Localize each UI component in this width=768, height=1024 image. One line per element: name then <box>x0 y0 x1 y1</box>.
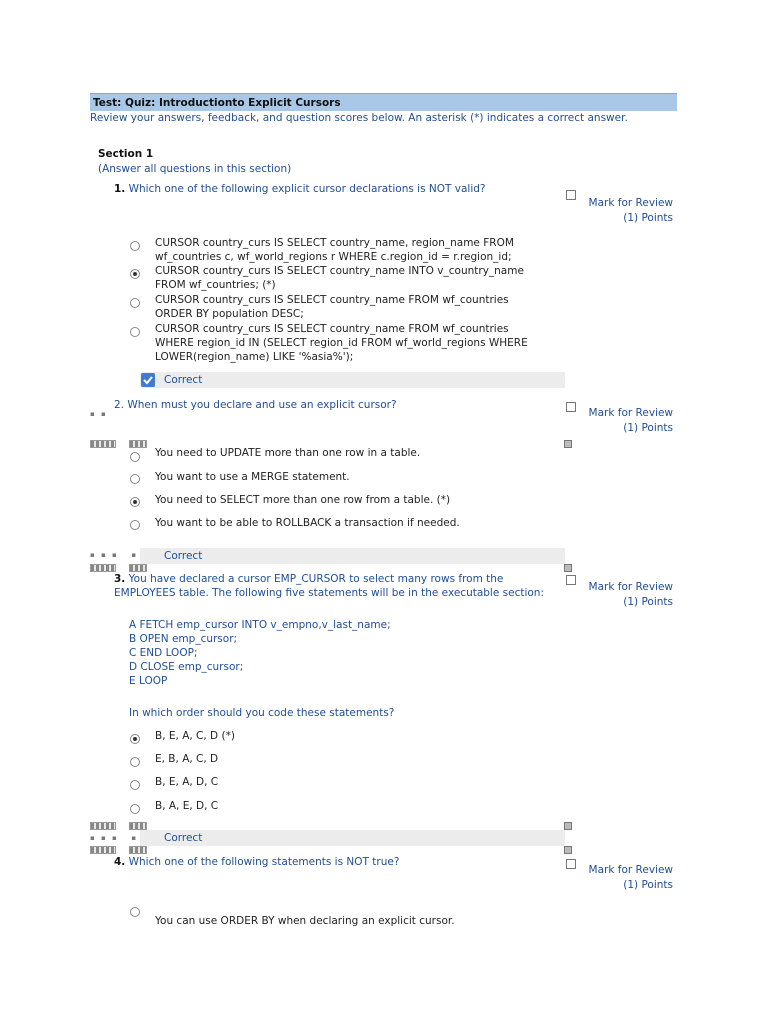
radio-button[interactable] <box>130 804 140 814</box>
question-1-meta <box>553 196 673 226</box>
square-marker-icon <box>564 564 572 572</box>
radio-button[interactable] <box>130 780 140 790</box>
radio-button[interactable] <box>130 520 140 530</box>
radio-button-selected[interactable] <box>130 734 140 744</box>
code-line: A FETCH emp_cursor INTO v_empno,v_last_name; <box>129 619 391 631</box>
option-text: B, A, E, D, C <box>155 800 219 812</box>
section-title: Section 1 <box>98 148 154 160</box>
mark-for-review-label: Mark for Review <box>588 864 673 876</box>
option-text: CURSOR country_curs IS SELECT country_name, region_name FROM wf_countries c, wf_world_regions r WHERE c.region_id = r.region_id; <box>155 237 514 263</box>
option-text: You need to SELECT more than one row from a table. (*) <box>155 494 451 506</box>
question-4-meta <box>553 863 673 893</box>
question-prompt: In which order should you code these statements? <box>129 707 395 719</box>
quiz-title: Test: Quiz: Introductionto Explicit Cursors <box>90 93 677 111</box>
instructions: Review your answers, feedback, and question scores below. An asterisk (*) indicates a correct answer. <box>90 112 628 124</box>
radio-button[interactable] <box>130 474 140 484</box>
points-label: (1) Points <box>623 212 673 224</box>
points-label: (1) Points <box>623 596 673 608</box>
question-text: When must you declare and use an explicit cursor? <box>127 399 397 411</box>
question-1 <box>114 182 544 196</box>
option-text: B, E, A, C, D (*) <box>155 730 235 742</box>
radio-button[interactable] <box>130 757 140 767</box>
points-label: (1) Points <box>623 879 673 891</box>
mark-for-review-label: Mark for Review <box>588 197 673 209</box>
grid-marker-icon <box>90 822 116 830</box>
radio-button[interactable] <box>130 907 140 917</box>
question-2 <box>114 398 544 412</box>
square-marker-icon <box>564 822 572 830</box>
mark-for-review-label: Mark for Review <box>588 581 673 593</box>
feedback-label: Correct <box>164 550 203 562</box>
question-number: 3. <box>114 573 126 585</box>
option-text: You want to be able to ROLLBACK a transaction if needed. <box>155 517 460 529</box>
radio-button-selected[interactable] <box>130 269 140 279</box>
radio-button[interactable] <box>130 241 140 251</box>
option-text: CURSOR country_curs IS SELECT country_name FROM wf_countries ORDER BY population DESC; <box>155 294 509 320</box>
code-line: E LOOP <box>129 675 168 687</box>
mark-for-review-label: Mark for Review <box>588 407 673 419</box>
radio-button[interactable] <box>130 452 140 462</box>
feedback-bar <box>140 548 565 564</box>
code-line: C END LOOP; <box>129 647 198 659</box>
feedback-bar <box>140 830 565 846</box>
option-text: E, B, A, C, D <box>155 753 219 765</box>
grid-marker-icon <box>129 440 147 448</box>
square-marker-icon <box>564 846 572 854</box>
radio-button[interactable] <box>130 298 140 308</box>
question-2-meta <box>553 406 673 436</box>
grid-marker-icon <box>90 846 116 854</box>
option-text: CURSOR country_curs IS SELECT country_name INTO v_country_name FROM wf_countries; (*) <box>155 265 524 291</box>
grid-marker-icon <box>90 564 116 572</box>
divider-dots: ▪ ▪ ▪ ▪ <box>90 834 139 842</box>
grid-marker-icon <box>129 822 147 830</box>
grid-marker-icon <box>129 846 147 854</box>
code-line: B OPEN emp_cursor; <box>129 633 238 645</box>
question-number: 1. <box>114 183 126 195</box>
grid-marker-icon <box>90 440 116 448</box>
question-3-meta <box>553 580 673 610</box>
feedback-label: Correct <box>164 832 203 844</box>
grid-marker-icon <box>129 564 147 572</box>
section-subtitle: (Answer all questions in this section) <box>98 163 292 175</box>
square-marker-icon <box>564 440 572 448</box>
question-text: You have declared a cursor EMP_CURSOR to select many rows from the EMPLOYEES table. The following five statements will be in the executable section: <box>114 573 545 599</box>
radio-button[interactable] <box>130 327 140 337</box>
question-text: Which one of the following explicit cursor declarations is NOT valid? <box>128 183 486 195</box>
points-label: (1) Points <box>623 422 673 434</box>
question-number: 4. <box>114 856 126 868</box>
option-text: B, E, A, D, C <box>155 776 219 788</box>
divider-dots: ▪ ▪ <box>90 410 108 418</box>
question-number: 2. <box>114 399 125 411</box>
question-4 <box>114 855 544 869</box>
check-icon <box>141 373 155 387</box>
feedback-bar <box>140 372 565 388</box>
question-3 <box>114 572 544 600</box>
question-text: Which one of the following statements is NOT true? <box>128 856 400 868</box>
feedback-label: Correct <box>164 374 203 386</box>
option-text: You want to use a MERGE statement. <box>155 471 350 483</box>
code-line: D CLOSE emp_cursor; <box>129 661 244 673</box>
option-text: CURSOR country_curs IS SELECT country_name FROM wf_countries WHERE region_id IN (SELECT region_id FROM wf_world_regions WHERE LOWER(region_name) LIKE '%asia%'); <box>155 323 528 363</box>
option-text: You need to UPDATE more than one row in a table. <box>155 447 421 459</box>
divider-dots: ▪ ▪ ▪ ▪ <box>90 551 139 559</box>
radio-button-selected[interactable] <box>130 497 140 507</box>
option-text: You can use ORDER BY when declaring an explicit cursor. <box>155 915 455 927</box>
